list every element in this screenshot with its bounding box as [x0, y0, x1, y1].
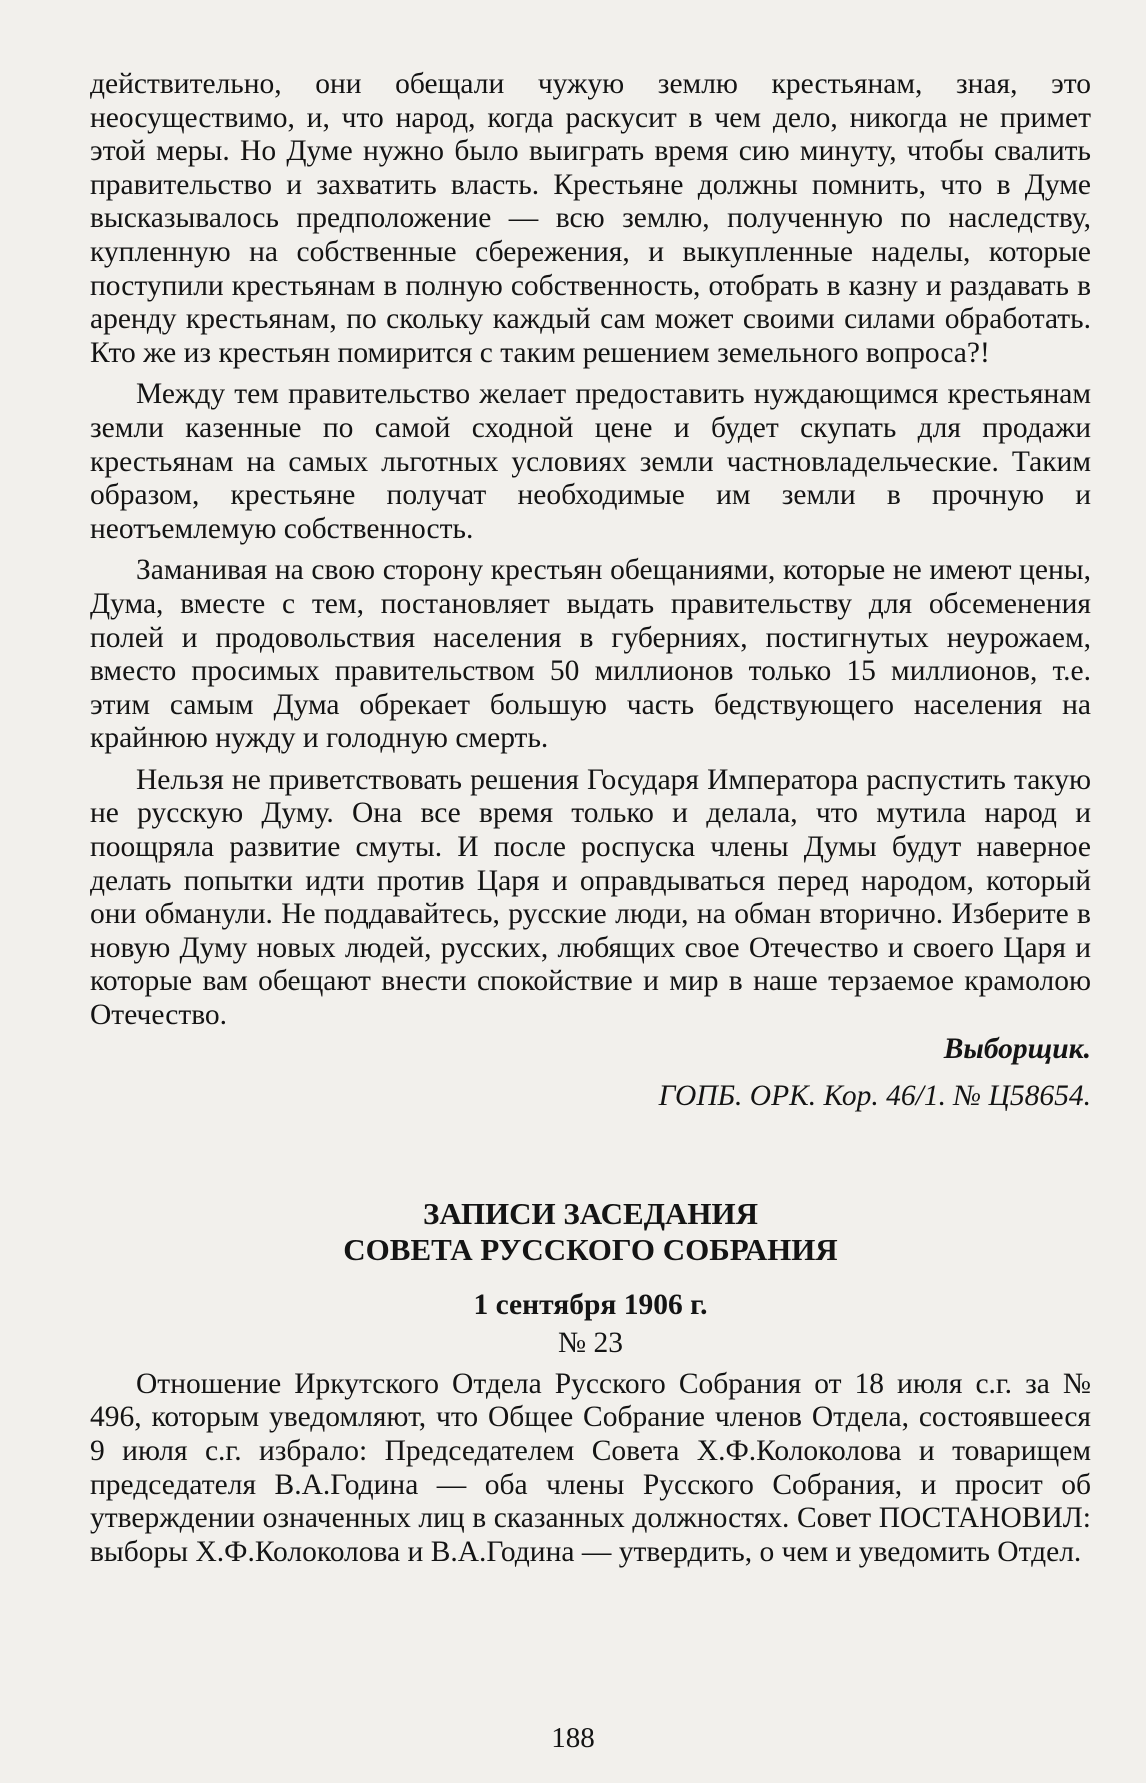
- archive-source-reference: ГОПБ. ОРК. Кор. 46/1. № Ц58654.: [658, 1080, 1091, 1113]
- page-number: 188: [551, 1722, 595, 1754]
- meeting-date: 1 сентября 1906 г.: [473, 1288, 708, 1321]
- signature: Выборщик.: [943, 1032, 1091, 1065]
- section-heading-line-2: СОВЕТА РУССКОГО СОБРАНИЯ: [343, 1231, 838, 1267]
- text-paragraph-government-offer: Между тем правительство желает предоставить нуждающимся крестьянам земли казенные по самой сходной цене и будет скупать для продажи крестьянам на самых льготных условиях земли частновладельческие. Таким образом, крестьяне получат необходимые им земли в прочную и неотъемлемую собственность.: [90, 378, 1091, 545]
- section-heading: [90, 1196, 1091, 1268]
- record-number: № 23: [557, 1326, 624, 1359]
- text-paragraph-continuation: действительно, они обещали чужую землю крестьянам, зная, это неосуществимо, и, что народ, когда раскусит в чем дело, никогда не примет этой меры. Но Думе нужно было выиграть время сию минуту, чтобы свалить правительство и захватить власть. Крестьяне должны помнить, что в Думе высказывалось предположение — всю землю, полученную по наследству, купленную на собственные сбережения, и выкупленные наделы, которые поступили крестьянам в полную собственность, отобрать в казну и раздавать в аренду крестьянам, по скольку каждый сам может своими силами обработать. Кто же из крестьян помирится с таким решением земельного вопроса?!: [90, 68, 1091, 369]
- section-heading-line-1: ЗАПИСИ ЗАСЕДАНИЯ: [422, 1195, 759, 1231]
- text-paragraph-duma-promises: Заманивая на свою сторону крестьян обещаниями, которые не имеют цены, Дума, вместе с тем, постановляет выдать правительству для обсеменения полей и продовольствия населения в губерниях, постигнутых неурожаем, вместо просимых правительством 50 миллионов только 15 миллионов, т.е. этим самым Дума обрекает большую часть бедствующего населения на крайнюю нужду и голодную смерть.: [90, 554, 1091, 755]
- text-paragraph-dissolution: Нельзя не приветствовать решения Государя Императора распустить такую не русскую Думу. Она все время только и делала, что мутила народ и поощряла развитие смуты. И после роспуска члены Думы будут наверное делать попытки идти против Царя и оправдываться перед народом, который они обманули. Не поддавайтесь, русские люди, на обман вторично. Изберите в новую Думу новых людей, русских, любящих свое Отечество и своего Царя и которые вам обещают внести спокойствие и мир в наше терзаемое крамолою Отечество.: [90, 763, 1091, 1032]
- text-paragraph-irkutsk-department: Отношение Иркутского Отдела Русского Собрания от 18 июля с.г. за № 496, которым уведомляют, что Общее Собрание членов Отдела, состоявшееся 9 июля с.г. избрало: Председателем Совета Х.Ф.Колоколова и товарищем председателя В.А.Година — оба члены Русского Собрания, и просит об утверждении означенных лиц в сказанных должностях. Совет ПОСТАНОВИЛ: выборы Х.Ф.Колоколова и В.А.Година — утвердить, о чем и уведомить Отдел.: [90, 1367, 1091, 1568]
